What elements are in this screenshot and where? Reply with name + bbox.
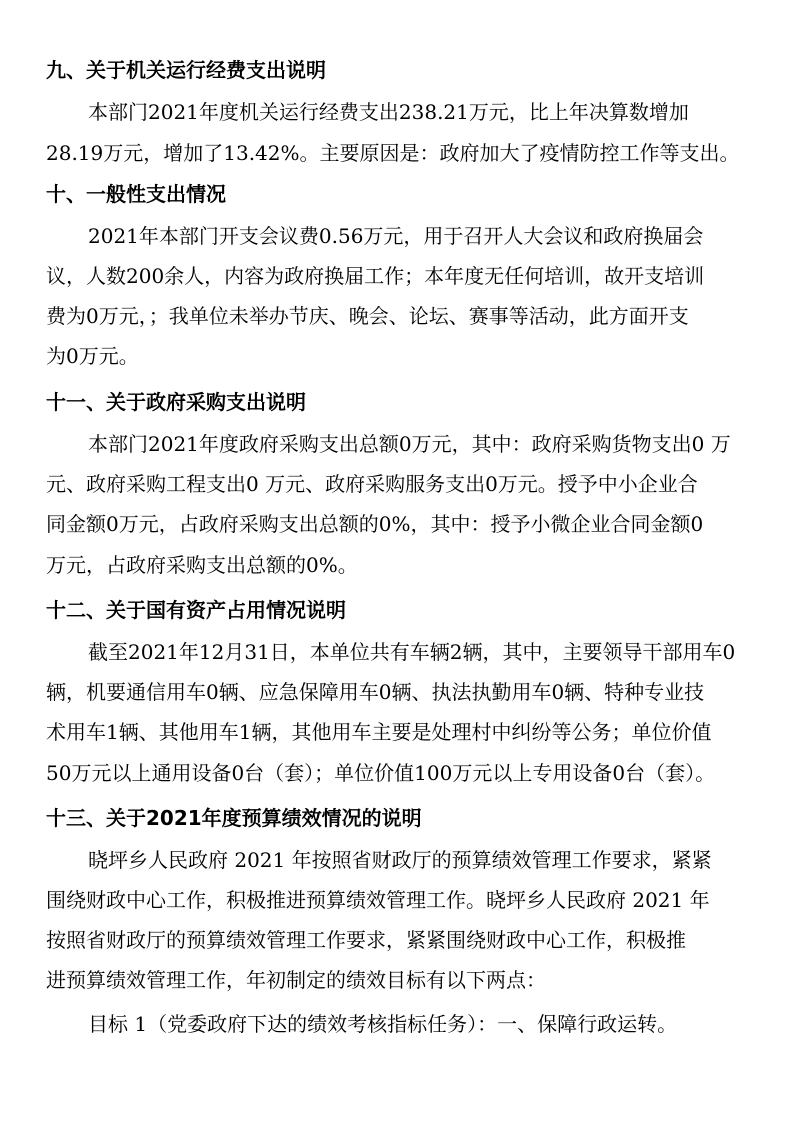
paragraph-line: 本部门2021年度机关运行经费支出238.21万元，比上年决算数增加 [88, 100, 689, 124]
paragraph-line: 截至2021年12月31日，本单位共有车辆2辆，其中，主要领导干部用车0 [88, 640, 736, 664]
section-heading: 十二、关于国有资产占用情况说明 [46, 598, 346, 622]
section-heading: 十三、关于2021年度预算绩效情况的说明 [46, 806, 422, 830]
paragraph-line: 术用车1辆、其他用车1辆，其他用车主要是处理村中纠纷等公务；单位价值 [46, 720, 712, 744]
section-heading: 十、一般性支出情况 [46, 182, 226, 206]
paragraph-line: 晓坪乡人民政府 2021 年按照省财政厅的预算绩效管理工作要求，紧紧 [88, 848, 712, 872]
paragraph-line: 50万元以上通用设备0台（套）；单位价值100万元以上专用设备0台（套）。 [46, 761, 716, 785]
paragraph-line: 28.19万元，增加了13.42%。主要原因是：政府加大了疫情防控工作等支出。 [46, 141, 740, 165]
paragraph-line: 目标 1（党委政府下达的绩效考核指标任务）：一、保障行政运转。 [88, 1012, 678, 1036]
paragraph-line: 万元，占政府采购支出总额的0%。 [46, 553, 358, 577]
paragraph-line: 费为0万元，；我单位未举办节庆、晚会、论坛、赛事等活动，此方面开支 [46, 304, 689, 328]
paragraph-line: 2021年本部门开支会议费0.56万元，用于召开人大会议和政府换届会 [88, 224, 704, 248]
paragraph-line: 进预算绩效管理工作，年初制定的绩效目标有以下两点： [46, 968, 546, 992]
paragraph-line: 辆，机要通信用车0辆、应急保障用车0辆、执法执勤用车0辆、特种专业技 [46, 680, 705, 704]
paragraph-line: 议，人数200余人，内容为政府换届工作；本年度无任何培训，故开支培训 [46, 264, 705, 288]
paragraph-line: 为0万元。 [46, 344, 139, 368]
paragraph-line: 围绕财政中心工作，积极推进预算绩效管理工作。晓坪乡人民政府 2021 年 [46, 888, 710, 912]
paragraph-line: 本部门2021年度政府采购支出总额0万元，其中：政府采购货物支出0 万 [88, 432, 731, 456]
paragraph-line: 按照省财政厅的预算绩效管理工作要求，紧紧围绕财政中心工作，积极推 [46, 928, 686, 952]
section-heading: 十一、关于政府采购支出说明 [46, 390, 306, 414]
paragraph-line: 元、政府采购工程支出0 万元、政府采购服务支出0万元。授予中小企业合 [46, 472, 698, 496]
section-heading: 九、关于机关运行经费支出说明 [46, 58, 326, 82]
paragraph-line: 同金额0万元，占政府采购支出总额的0%，其中：授予小微企业合同金额0 [46, 512, 704, 536]
